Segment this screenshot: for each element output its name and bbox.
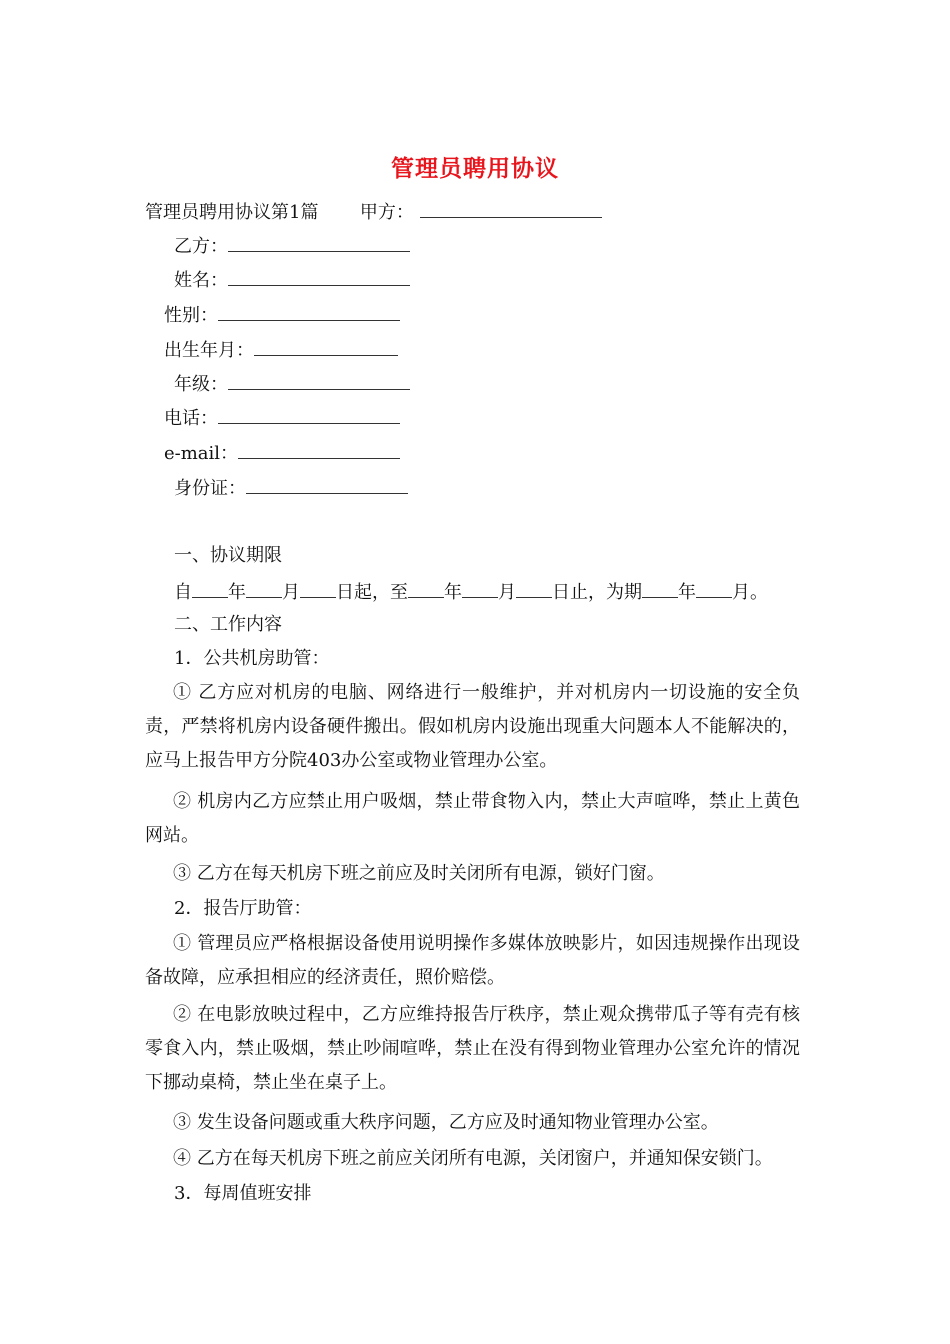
field-label: 身份证：: [174, 478, 246, 499]
term-text: 日止，为期: [552, 582, 642, 603]
field-label: 性别：: [164, 305, 218, 326]
term-blank[interactable]: [408, 579, 444, 598]
field-name: [174, 267, 410, 293]
item2-paragraph-4: ④ 乙方在每天机房下班之前应关闭所有电源，关闭窗户，并通知保安锁门。: [173, 1148, 773, 1169]
item1-heading: 1．公共机房助管：: [174, 648, 330, 669]
field-label: 年级：: [174, 374, 228, 395]
section1-heading: 一、协议期限: [174, 545, 282, 566]
term-blank[interactable]: [462, 579, 498, 598]
term-text: 月。: [732, 582, 768, 603]
field-birth: [164, 337, 398, 363]
term-text: 年: [678, 582, 696, 603]
field-label: 乙方：: [174, 236, 228, 257]
intro-line: [145, 199, 602, 225]
term-text: 月: [498, 582, 516, 603]
party-a-blank[interactable]: [420, 199, 602, 218]
section2-heading: 二、工作内容: [174, 614, 282, 635]
term-text: 日起，至: [336, 582, 408, 603]
field-phone: [164, 405, 400, 431]
term-blank[interactable]: [300, 579, 336, 598]
field-blank[interactable]: [228, 233, 410, 252]
item1-paragraph-2: ② 机房内乙方应禁止用户吸烟，禁止带食物入内，禁止大声喧哗，禁止上黄色网站。: [145, 791, 800, 846]
field-id: [174, 475, 408, 501]
term-text: 月: [282, 582, 300, 603]
field-party-b: [174, 233, 410, 259]
item2-heading: 2．报告厅助管：: [174, 898, 312, 919]
field-blank[interactable]: [228, 371, 410, 390]
field-blank[interactable]: [238, 440, 400, 459]
field-label: 出生年月：: [164, 340, 254, 361]
term-text: 年: [228, 582, 246, 603]
field-blank[interactable]: [246, 475, 408, 494]
intro-label: 管理员聘用协议第1篇: [145, 202, 319, 223]
field-label: 电话：: [164, 408, 218, 429]
field-gender: [164, 302, 400, 328]
item2-paragraph-1: ① 管理员应严格根据设备使用说明操作多媒体放映影片，如因违规操作出现设备故障，应承担相应的经济责任，照价赔偿。: [145, 933, 800, 988]
item1-paragraph-3: ③ 乙方在每天机房下班之前应及时关闭所有电源，锁好门窗。: [173, 863, 665, 884]
field-label: 姓名：: [174, 270, 228, 291]
term-text: 自: [174, 582, 192, 603]
field-blank[interactable]: [218, 302, 400, 321]
term-blank[interactable]: [246, 579, 282, 598]
document-title: 管理员聘用协议: [391, 155, 559, 182]
term-blank[interactable]: [516, 579, 552, 598]
field-email: [164, 440, 400, 466]
field-blank[interactable]: [228, 267, 410, 286]
field-grade: [174, 371, 410, 397]
item2-paragraph-3: ③ 发生设备问题或重大秩序问题，乙方应及时通知物业管理办公室。: [173, 1112, 719, 1133]
party-a-label: 甲方：: [359, 202, 414, 223]
term-text: 年: [444, 582, 462, 603]
item1-paragraph-1: ① 乙方应对机房的电脑、网络进行一般维护，并对机房内一切设施的安全负责，严禁将机房内设备硬件搬出。假如机房内设施出现重大问题本人不能解决的，应马上报告甲方分院403办公室或物业管理办公室。: [145, 682, 800, 771]
field-blank[interactable]: [254, 337, 398, 356]
field-blank[interactable]: [218, 405, 400, 424]
term-blank[interactable]: [696, 579, 732, 598]
term-line: [174, 579, 768, 605]
term-blank[interactable]: [192, 579, 228, 598]
field-label: e-mail：: [164, 443, 239, 464]
item2-paragraph-2: ② 在电影放映过程中，乙方应维持报告厅秩序，禁止观众携带瓜子等有壳有核零食入内，禁止吸烟，禁止吵闹喧哗，禁止在没有得到物业管理办公室允许的情况下挪动桌椅，禁止坐在桌子上。: [145, 1004, 800, 1093]
term-blank[interactable]: [642, 579, 678, 598]
item3-heading: 3．每周值班安排: [174, 1183, 312, 1204]
